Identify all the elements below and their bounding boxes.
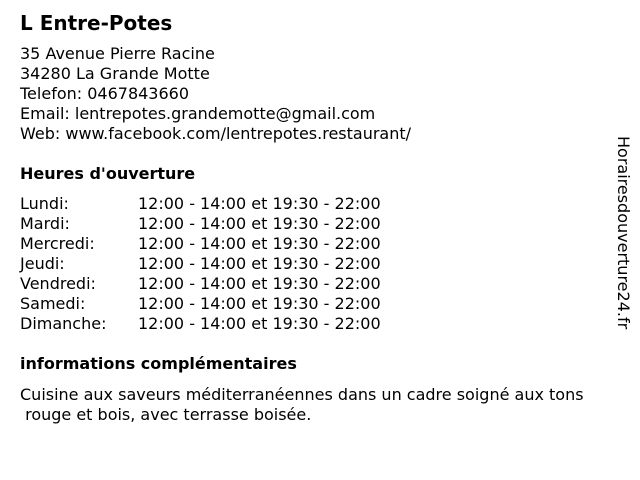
hours-row-wednesday: [20, 234, 381, 254]
day-label: Vendredi:: [20, 274, 96, 293]
hours-row-thursday: [20, 254, 381, 274]
hours-row-saturday: [20, 294, 381, 314]
time-range: 12:00 - 14:00 et 19:30 - 22:00: [138, 234, 381, 253]
day-label: Jeudi:: [20, 254, 65, 273]
opening-hours-heading: Heures d'ouverture: [20, 164, 196, 183]
hours-row-friday: [20, 274, 381, 294]
time-range: 12:00 - 14:00 et 19:30 - 22:00: [138, 194, 381, 213]
website-address: Web: www.facebook.com/lentrepotes.restaurant/: [20, 124, 412, 143]
additional-info-heading: informations complémentaires: [20, 354, 297, 373]
site-watermark: Horairesdouverture24.fr: [614, 136, 633, 330]
day-label: Samedi:: [20, 294, 86, 313]
contact-block: [20, 44, 411, 144]
hours-row-sunday: [20, 314, 381, 334]
additional-info-text: [20, 385, 620, 425]
day-label: Mercredi:: [20, 234, 95, 253]
info-line: rouge et bois, avec terrasse boisée.: [20, 405, 312, 424]
time-range: 12:00 - 14:00 et 19:30 - 22:00: [138, 254, 381, 273]
time-range: 12:00 - 14:00 et 19:30 - 22:00: [138, 314, 381, 333]
email-address: Email: lentrepotes.grandemotte@gmail.com: [20, 104, 376, 123]
city-address: 34280 La Grande Motte: [20, 64, 210, 83]
time-range: 12:00 - 14:00 et 19:30 - 22:00: [138, 274, 381, 293]
day-label: Lundi:: [20, 194, 69, 213]
day-label: Mardi:: [20, 214, 70, 233]
street-address: 35 Avenue Pierre Racine: [20, 44, 215, 63]
time-range: 12:00 - 14:00 et 19:30 - 22:00: [138, 214, 381, 233]
phone-number: Telefon: 0467843660: [20, 84, 190, 103]
hours-row-tuesday: [20, 214, 381, 234]
info-line: Cuisine aux saveurs méditerranéennes dans un cadre soigné aux tons: [20, 385, 584, 404]
hours-row-monday: [20, 194, 381, 214]
business-name: L Entre-Potes: [20, 11, 173, 35]
day-label: Dimanche:: [20, 314, 107, 333]
opening-hours-table: [20, 194, 381, 334]
time-range: 12:00 - 14:00 et 19:30 - 22:00: [138, 294, 381, 313]
